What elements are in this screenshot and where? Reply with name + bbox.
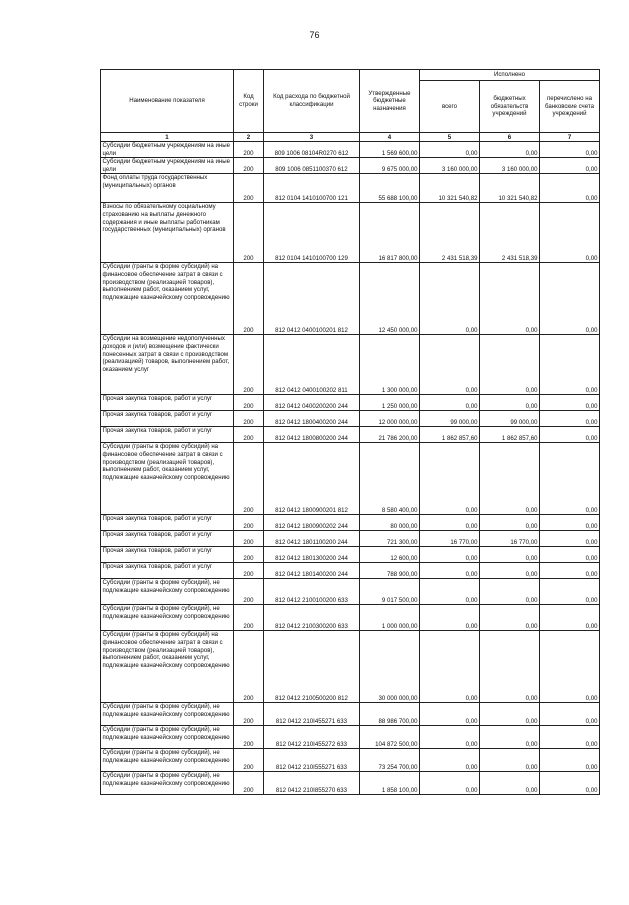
row-name: Прочая закупка товаров, работ и услуг xyxy=(101,547,234,563)
row-kbk-code: 812 0412 1801300200 244 xyxy=(264,547,360,563)
row-transferred-amount: 0,00 xyxy=(540,605,600,631)
row-code: 200 xyxy=(234,726,264,749)
table-row xyxy=(101,531,600,547)
row-executed-total: 99 000,00 xyxy=(420,411,480,427)
row-transferred-amount: 0,00 xyxy=(540,563,600,579)
row-kbk-code: 812 0412 1801400200 244 xyxy=(264,563,360,579)
expenditure-table xyxy=(100,69,600,795)
row-executed-total: 0,00 xyxy=(420,395,480,411)
row-approved-amount: 73 254 700,00 xyxy=(360,749,420,772)
table-row xyxy=(101,443,600,515)
row-approved-amount: 21 786 200,00 xyxy=(360,427,420,443)
row-executed-total: 0,00 xyxy=(420,443,480,515)
row-executed-total: 0,00 xyxy=(420,547,480,563)
row-executed-obligations: 0,00 xyxy=(480,443,540,515)
page-number: 76 xyxy=(309,30,320,40)
row-executed-obligations: 0,00 xyxy=(480,726,540,749)
row-executed-obligations: 0,00 xyxy=(480,563,540,579)
row-executed-obligations: 0,00 xyxy=(480,605,540,631)
row-executed-obligations: 99 000,00 xyxy=(480,411,540,427)
table-row xyxy=(101,158,600,174)
table-row xyxy=(101,749,600,772)
row-transferred-amount: 0,00 xyxy=(540,263,600,335)
header-name: Наименование показателя xyxy=(101,70,234,133)
row-transferred-amount: 0,00 xyxy=(540,335,600,395)
row-executed-obligations: 0,00 xyxy=(480,772,540,795)
header-budget-obligations: бюджетных обязательств учреждений xyxy=(480,81,540,133)
row-name: Прочая закупка товаров, работ и услуг xyxy=(101,515,234,531)
row-executed-total: 1 862 857,60 xyxy=(420,427,480,443)
row-kbk-code: 812 0412 2100500200 812 xyxy=(264,631,360,703)
row-approved-amount: 1 300 000,00 xyxy=(360,335,420,395)
row-name: Прочая закупка товаров, работ и услуг xyxy=(101,531,234,547)
row-name: Субсидии бюджетным учреждениям на иные цели xyxy=(101,142,234,158)
row-code: 200 xyxy=(234,563,264,579)
table-row xyxy=(101,142,600,158)
row-code: 200 xyxy=(234,335,264,395)
row-executed-obligations: 1 862 857,60 xyxy=(480,427,540,443)
row-executed-total: 0,00 xyxy=(420,263,480,335)
row-kbk-code: 812 0412 2100300200 633 xyxy=(264,605,360,631)
row-transferred-amount: 0,00 xyxy=(540,631,600,703)
row-kbk-code: 812 0412 210I855270 633 xyxy=(264,772,360,795)
header-transferred: перечислено на банковские счета учреждений xyxy=(540,81,600,133)
column-number: 7 xyxy=(540,133,600,142)
row-approved-amount: 88 986 700,00 xyxy=(360,703,420,726)
table-row xyxy=(101,263,600,335)
row-executed-obligations: 0,00 xyxy=(480,515,540,531)
row-name: Субсидии (гранты в форме субсидий) на финансовое обеспечение затрат в связи с производством (реализацией товаров), выполнением работ, оказанием услуг, подлежащие казначейскому сопровождению xyxy=(101,263,234,335)
row-kbk-code: 809 1006 0851100370 612 xyxy=(264,158,360,174)
row-transferred-amount: 0,00 xyxy=(540,174,600,203)
row-name: Прочая закупка товаров, работ и услуг xyxy=(101,427,234,443)
row-code: 200 xyxy=(234,579,264,605)
row-name: Прочая закупка товаров, работ и услуг xyxy=(101,563,234,579)
row-code: 200 xyxy=(234,631,264,703)
row-executed-obligations: 0,00 xyxy=(480,335,540,395)
row-name: Взносы по обязательному социальному страхованию на выплаты денежного содержания и иные выплаты работникам государственных (муниципальных) органов xyxy=(101,203,234,263)
row-executed-obligations: 0,00 xyxy=(480,547,540,563)
header-total: всего xyxy=(420,81,480,133)
row-transferred-amount: 0,00 xyxy=(540,395,600,411)
column-number: 6 xyxy=(480,133,540,142)
column-number: 2 xyxy=(234,133,264,142)
row-executed-obligations: 0,00 xyxy=(480,142,540,158)
row-code: 200 xyxy=(234,605,264,631)
row-code: 200 xyxy=(234,772,264,795)
row-executed-obligations: 16 770,00 xyxy=(480,531,540,547)
row-approved-amount: 9 017 500,00 xyxy=(360,579,420,605)
row-name: Субсидии (гранты в форме субсидий), не подлежащие казначейскому сопровождению xyxy=(101,605,234,631)
row-executed-obligations: 0,00 xyxy=(480,631,540,703)
row-code: 200 xyxy=(234,203,264,263)
row-code: 200 xyxy=(234,411,264,427)
column-number: 1 xyxy=(101,133,234,142)
row-executed-total: 0,00 xyxy=(420,772,480,795)
row-approved-amount: 30 000 000,00 xyxy=(360,631,420,703)
row-transferred-amount: 0,00 xyxy=(540,515,600,531)
row-transferred-amount: 0,00 xyxy=(540,158,600,174)
row-executed-total: 0,00 xyxy=(420,335,480,395)
row-executed-obligations: 10 321 540,82 xyxy=(480,174,540,203)
row-kbk-code: 812 0412 1800400200 244 xyxy=(264,411,360,427)
row-executed-total: 0,00 xyxy=(420,631,480,703)
row-kbk-code: 812 0412 0400100201 812 xyxy=(264,263,360,335)
row-approved-amount: 55 688 100,00 xyxy=(360,174,420,203)
row-name: Прочая закупка товаров, работ и услуг xyxy=(101,395,234,411)
row-approved-amount: 16 817 800,00 xyxy=(360,203,420,263)
column-number: 5 xyxy=(420,133,480,142)
row-name: Субсидии (гранты в форме субсидий) на финансовое обеспечение затрат в связи с производством (реализацией товаров), выполнением работ, оказанием услуг, подлежащие казначейскому сопровождению xyxy=(101,631,234,703)
row-approved-amount: 12 000 000,00 xyxy=(360,411,420,427)
table-row xyxy=(101,547,600,563)
row-name: Фонд оплаты труда государственных (муниципальных) органов xyxy=(101,174,234,203)
row-code: 200 xyxy=(234,703,264,726)
row-kbk-code: 812 0412 1800800200 244 xyxy=(264,427,360,443)
row-executed-total: 0,00 xyxy=(420,726,480,749)
table-row xyxy=(101,703,600,726)
row-code: 200 xyxy=(234,174,264,203)
row-executed-total: 0,00 xyxy=(420,579,480,605)
column-number: 3 xyxy=(264,133,360,142)
header-code: Код строки xyxy=(234,70,264,133)
row-name: Субсидии на возмещение недополученных доходов и (или) возмещение фактически понесенных затрат в связи с производством (реализацией) товаров, выполнением работ, оказанием услуг xyxy=(101,335,234,395)
row-executed-obligations: 0,00 xyxy=(480,749,540,772)
header-approved: Утвержденные бюджетные назначения xyxy=(360,70,420,133)
row-name: Субсидии бюджетным учреждениям на иные цели xyxy=(101,158,234,174)
row-kbk-code: 812 0412 0400200200 244 xyxy=(264,395,360,411)
row-executed-total: 16 770,00 xyxy=(420,531,480,547)
row-transferred-amount: 0,00 xyxy=(540,772,600,795)
row-approved-amount: 12 600,00 xyxy=(360,547,420,563)
row-code: 200 xyxy=(234,158,264,174)
row-executed-obligations: 0,00 xyxy=(480,263,540,335)
table-row xyxy=(101,579,600,605)
row-transferred-amount: 0,00 xyxy=(540,203,600,263)
row-executed-total: 0,00 xyxy=(420,749,480,772)
table-row xyxy=(101,563,600,579)
row-executed-obligations: 0,00 xyxy=(480,703,540,726)
row-transferred-amount: 0,00 xyxy=(540,142,600,158)
row-kbk-code: 809 1006 08104R0270 612 xyxy=(264,142,360,158)
row-executed-obligations: 0,00 xyxy=(480,395,540,411)
row-kbk-code: 812 0412 2100100200 633 xyxy=(264,579,360,605)
row-code: 200 xyxy=(234,263,264,335)
row-executed-total: 0,00 xyxy=(420,563,480,579)
table-row xyxy=(101,411,600,427)
row-approved-amount: 1 569 600,00 xyxy=(360,142,420,158)
row-executed-obligations: 0,00 xyxy=(480,579,540,605)
row-transferred-amount: 0,00 xyxy=(540,443,600,515)
row-executed-obligations: 2 431 518,39 xyxy=(480,203,540,263)
column-number: 4 xyxy=(360,133,420,142)
table-row xyxy=(101,605,600,631)
row-transferred-amount: 0,00 xyxy=(540,726,600,749)
row-executed-total: 0,00 xyxy=(420,142,480,158)
table-row xyxy=(101,174,600,203)
row-executed-total: 0,00 xyxy=(420,515,480,531)
row-code: 200 xyxy=(234,749,264,772)
table-row xyxy=(101,631,600,703)
row-approved-amount: 1 000 000,00 xyxy=(360,605,420,631)
row-code: 200 xyxy=(234,395,264,411)
row-name: Субсидии (гранты в форме субсидий), не подлежащие казначейскому сопровождению xyxy=(101,703,234,726)
row-approved-amount: 1 250 000,00 xyxy=(360,395,420,411)
header-kbk: Код расхода по бюджетной классификации xyxy=(264,70,360,133)
row-kbk-code: 812 0412 1800900201 812 xyxy=(264,443,360,515)
row-kbk-code: 812 0412 210I455272 633 xyxy=(264,726,360,749)
row-code: 200 xyxy=(234,531,264,547)
row-transferred-amount: 0,00 xyxy=(540,411,600,427)
row-name: Субсидии (гранты в форме субсидий), не подлежащие казначейскому сопровождению xyxy=(101,726,234,749)
row-kbk-code: 812 0412 210I555271 633 xyxy=(264,749,360,772)
row-code: 200 xyxy=(234,547,264,563)
table-row xyxy=(101,772,600,795)
row-name: Субсидии (гранты в форме субсидий), не подлежащие казначейскому сопровождению xyxy=(101,749,234,772)
row-kbk-code: 812 0104 1410100700 121 xyxy=(264,174,360,203)
row-kbk-code: 812 0412 1801100200 244 xyxy=(264,531,360,547)
row-kbk-code: 812 0104 1410100700 129 xyxy=(264,203,360,263)
row-approved-amount: 788 900,00 xyxy=(360,563,420,579)
row-kbk-code: 812 0412 210I455271 633 xyxy=(264,703,360,726)
table-row xyxy=(101,427,600,443)
row-name: Субсидии (гранты в форме субсидий), не подлежащие казначейскому сопровождению xyxy=(101,772,234,795)
row-approved-amount: 104 872 500,00 xyxy=(360,726,420,749)
row-kbk-code: 812 0412 0400100202 811 xyxy=(264,335,360,395)
table-row xyxy=(101,335,600,395)
row-executed-total: 0,00 xyxy=(420,605,480,631)
row-kbk-code: 812 0412 1800900202 244 xyxy=(264,515,360,531)
table-row xyxy=(101,203,600,263)
row-name: Прочая закупка товаров, работ и услуг xyxy=(101,411,234,427)
row-code: 200 xyxy=(234,515,264,531)
row-approved-amount: 721 300,00 xyxy=(360,531,420,547)
row-approved-amount: 12 450 000,00 xyxy=(360,263,420,335)
row-name: Субсидии (гранты в форме субсидий) на финансовое обеспечение затрат в связи с производством (реализацией товаров), выполнением работ, оказанием услуг, подлежащие казначейскому сопровождению xyxy=(101,443,234,515)
row-transferred-amount: 0,00 xyxy=(540,703,600,726)
row-executed-obligations: 3 160 000,00 xyxy=(480,158,540,174)
row-name: Субсидии (гранты в форме субсидий), не подлежащие казначейскому сопровождению xyxy=(101,579,234,605)
table-row xyxy=(101,515,600,531)
row-approved-amount: 80 000,00 xyxy=(360,515,420,531)
row-code: 200 xyxy=(234,142,264,158)
row-executed-total: 3 160 000,00 xyxy=(420,158,480,174)
row-approved-amount: 8 580 400,00 xyxy=(360,443,420,515)
row-code: 200 xyxy=(234,427,264,443)
row-executed-total: 2 431 518,39 xyxy=(420,203,480,263)
row-executed-total: 0,00 xyxy=(420,703,480,726)
row-transferred-amount: 0,00 xyxy=(540,547,600,563)
row-approved-amount: 1 858 100,00 xyxy=(360,772,420,795)
header-executed: Исполнено xyxy=(420,70,600,81)
table-row xyxy=(101,726,600,749)
row-transferred-amount: 0,00 xyxy=(540,531,600,547)
row-executed-total: 10 321 540,82 xyxy=(420,174,480,203)
row-approved-amount: 9 675 000,00 xyxy=(360,158,420,174)
table-row xyxy=(101,395,600,411)
row-code: 200 xyxy=(234,443,264,515)
row-transferred-amount: 0,00 xyxy=(540,749,600,772)
row-transferred-amount: 0,00 xyxy=(540,427,600,443)
row-transferred-amount: 0,00 xyxy=(540,579,600,605)
